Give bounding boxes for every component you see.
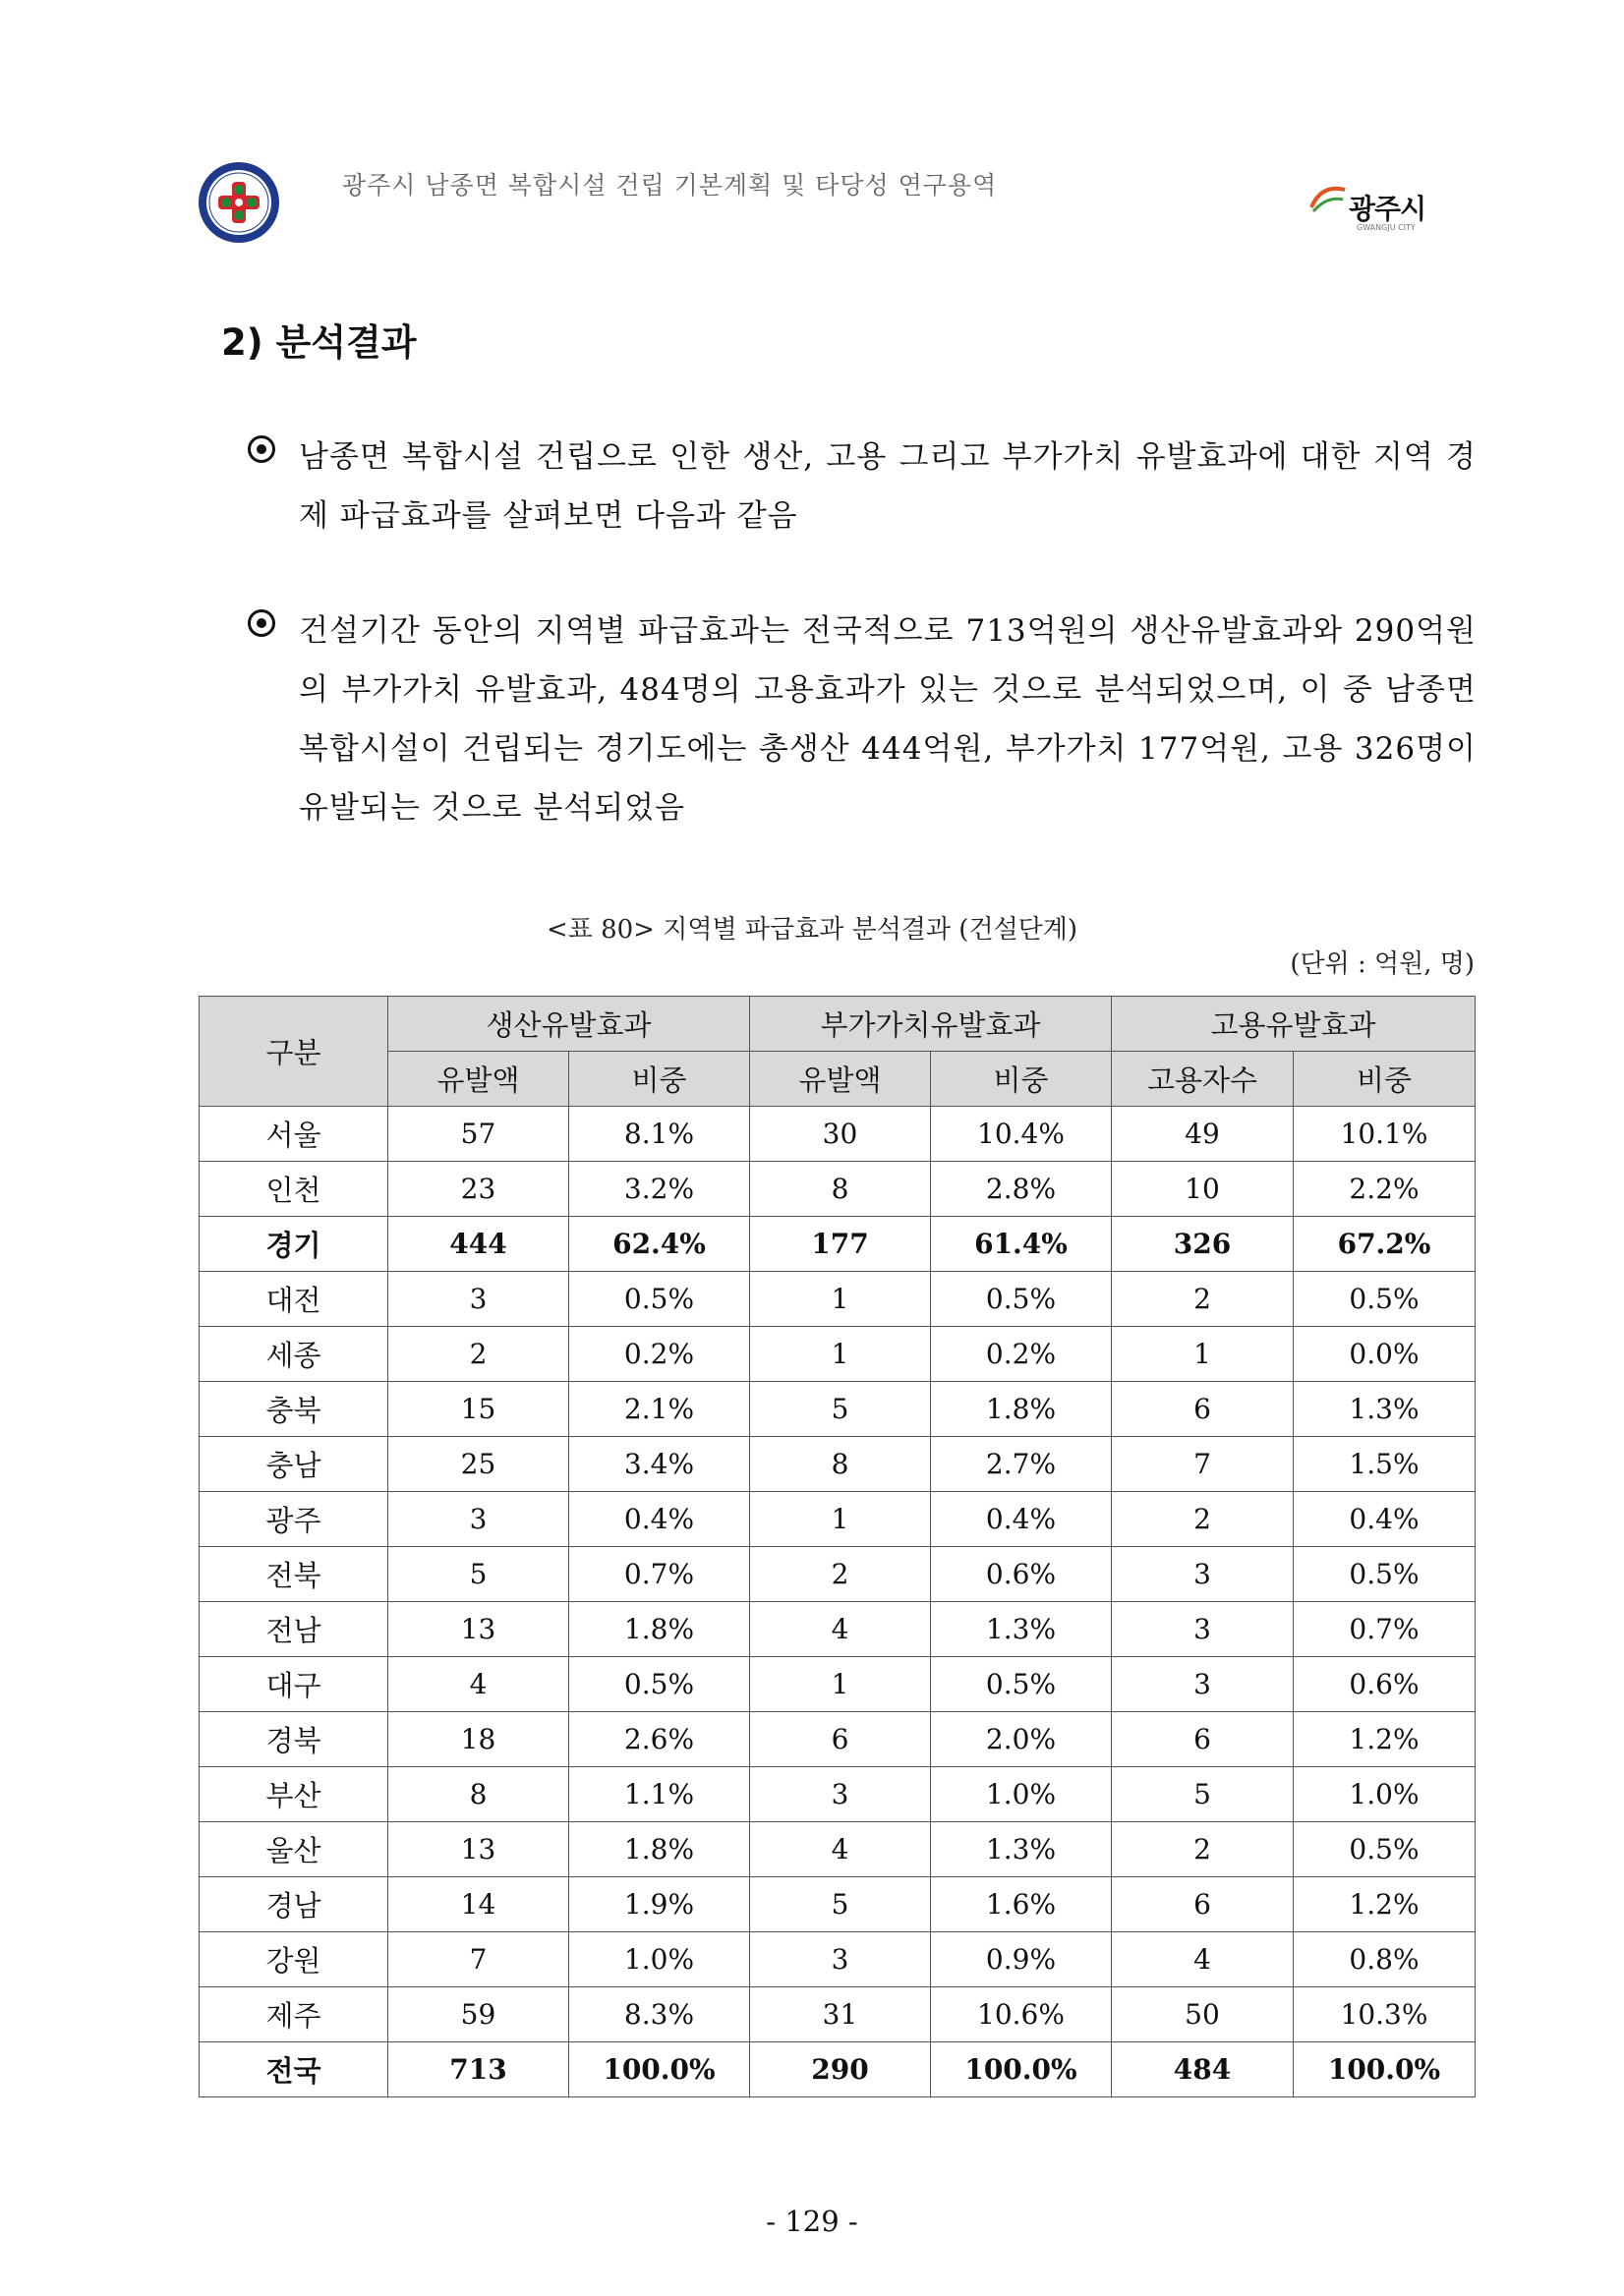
value-cell: 1.0% xyxy=(569,1932,750,1987)
value-cell: 8.3% xyxy=(569,1987,750,2042)
value-cell: 3 xyxy=(1112,1547,1294,1602)
value-cell: 2.8% xyxy=(931,1162,1112,1217)
value-cell: 0.4% xyxy=(1294,1492,1476,1547)
logo-text: 광주시 xyxy=(1349,193,1426,225)
header-group-production: 생산유발효과 xyxy=(388,997,750,1052)
value-cell: 0.2% xyxy=(931,1327,1112,1382)
table-row xyxy=(200,2042,1476,2097)
bullet-icon xyxy=(248,609,275,637)
value-cell: 3 xyxy=(750,1767,931,1822)
value-cell: 0.0% xyxy=(1294,1327,1476,1382)
value-cell: 10.6% xyxy=(931,1987,1112,2042)
value-cell: 0.8% xyxy=(1294,1932,1476,1987)
value-cell: 0.5% xyxy=(1294,1547,1476,1602)
value-cell: 30 xyxy=(750,1107,931,1162)
table-body xyxy=(200,1107,1476,2097)
value-cell: 2.2% xyxy=(1294,1162,1476,1217)
value-cell: 1.6% xyxy=(931,1877,1112,1932)
value-cell: 484 xyxy=(1112,2042,1294,2097)
table-row xyxy=(200,1932,1476,1987)
value-cell: 1.2% xyxy=(1294,1877,1476,1932)
value-cell: 3 xyxy=(388,1272,569,1327)
region-cell: 경북 xyxy=(200,1712,388,1767)
value-cell: 6 xyxy=(1112,1877,1294,1932)
value-cell: 1.3% xyxy=(931,1822,1112,1877)
value-cell: 100.0% xyxy=(569,2042,750,2097)
table-row xyxy=(200,1162,1476,1217)
table-row xyxy=(200,1107,1476,1162)
table-row xyxy=(200,1712,1476,1767)
header-region: 구분 xyxy=(200,997,388,1107)
value-cell: 7 xyxy=(1112,1437,1294,1492)
region-cell: 인천 xyxy=(200,1162,388,1217)
document-title: 광주시 남종면 복합시설 건립 기본계획 및 타당성 연구용역 xyxy=(342,171,998,200)
value-cell: 2.1% xyxy=(569,1382,750,1437)
value-cell: 5 xyxy=(388,1547,569,1602)
value-cell: 290 xyxy=(750,2042,931,2097)
region-cell: 충남 xyxy=(200,1437,388,1492)
value-cell: 1.3% xyxy=(931,1602,1112,1657)
section-title: 2) 분석결과 xyxy=(221,321,417,364)
value-cell: 8 xyxy=(388,1767,569,1822)
value-cell: 0.5% xyxy=(569,1657,750,1712)
region-cell: 부산 xyxy=(200,1767,388,1822)
value-cell: 13 xyxy=(388,1602,569,1657)
value-cell: 13 xyxy=(388,1822,569,1877)
value-cell: 15 xyxy=(388,1382,569,1437)
region-cell: 경남 xyxy=(200,1877,388,1932)
table-row xyxy=(200,1602,1476,1657)
value-cell: 62.4% xyxy=(569,1217,750,1272)
value-cell: 100.0% xyxy=(1294,2042,1476,2097)
page-header xyxy=(197,152,1445,251)
value-cell: 0.9% xyxy=(931,1932,1112,1987)
bullet-icon xyxy=(248,435,275,463)
subheader: 유발액 xyxy=(388,1052,569,1107)
value-cell: 444 xyxy=(388,1217,569,1272)
value-cell: 23 xyxy=(388,1162,569,1217)
region-cell: 강원 xyxy=(200,1932,388,1987)
value-cell: 1.2% xyxy=(1294,1712,1476,1767)
city-seal-icon xyxy=(197,160,281,245)
header-group-value-added: 부가가치유발효과 xyxy=(750,997,1112,1052)
value-cell: 18 xyxy=(388,1712,569,1767)
value-cell: 4 xyxy=(388,1657,569,1712)
value-cell: 1.8% xyxy=(569,1822,750,1877)
value-cell: 59 xyxy=(388,1987,569,2042)
value-cell: 0.7% xyxy=(569,1547,750,1602)
value-cell: 2.6% xyxy=(569,1712,750,1767)
value-cell: 0.6% xyxy=(1294,1657,1476,1712)
region-cell: 충북 xyxy=(200,1382,388,1437)
value-cell: 326 xyxy=(1112,1217,1294,1272)
region-cell: 전남 xyxy=(200,1602,388,1657)
value-cell: 1.3% xyxy=(1294,1382,1476,1437)
page-number: - 129 - xyxy=(766,2205,858,2238)
subheader: 비중 xyxy=(569,1052,750,1107)
gwangju-logo xyxy=(1307,174,1445,233)
subheader: 유발액 xyxy=(750,1052,931,1107)
value-cell: 14 xyxy=(388,1877,569,1932)
value-cell: 1.9% xyxy=(569,1877,750,1932)
value-cell: 3.2% xyxy=(569,1162,750,1217)
value-cell: 10.3% xyxy=(1294,1987,1476,2042)
region-cell: 제주 xyxy=(200,1987,388,2042)
value-cell: 4 xyxy=(1112,1932,1294,1987)
value-cell: 100.0% xyxy=(931,2042,1112,2097)
value-cell: 8 xyxy=(750,1437,931,1492)
value-cell: 0.5% xyxy=(931,1657,1112,1712)
region-cell: 광주 xyxy=(200,1492,388,1547)
value-cell: 4 xyxy=(750,1602,931,1657)
value-cell: 10.1% xyxy=(1294,1107,1476,1162)
table-row xyxy=(200,1877,1476,1932)
value-cell: 0.5% xyxy=(569,1272,750,1327)
region-cell: 울산 xyxy=(200,1822,388,1877)
value-cell: 0.4% xyxy=(931,1492,1112,1547)
table-row xyxy=(200,1547,1476,1602)
table-row xyxy=(200,1822,1476,1877)
value-cell: 25 xyxy=(388,1437,569,1492)
subheader: 비중 xyxy=(1294,1052,1476,1107)
value-cell: 8.1% xyxy=(569,1107,750,1162)
table-row xyxy=(200,1217,1476,1272)
value-cell: 57 xyxy=(388,1107,569,1162)
table-row xyxy=(200,1382,1476,1437)
value-cell: 1.8% xyxy=(931,1382,1112,1437)
region-cell: 세종 xyxy=(200,1327,388,1382)
value-cell: 67.2% xyxy=(1294,1217,1476,1272)
value-cell: 5 xyxy=(750,1877,931,1932)
region-cell: 경기 xyxy=(200,1217,388,1272)
value-cell: 1.5% xyxy=(1294,1437,1476,1492)
value-cell: 3 xyxy=(1112,1602,1294,1657)
logo-mark-icon xyxy=(1307,178,1349,217)
value-cell: 1 xyxy=(750,1492,931,1547)
table-row xyxy=(200,1657,1476,1712)
value-cell: 1 xyxy=(750,1657,931,1712)
logo-subtext: GWANGJU CITY xyxy=(1357,223,1416,232)
value-cell: 50 xyxy=(1112,1987,1294,2042)
value-cell: 8 xyxy=(750,1162,931,1217)
table-row xyxy=(200,1437,1476,1492)
value-cell: 0.5% xyxy=(931,1272,1112,1327)
table-row xyxy=(200,1272,1476,1327)
value-cell: 713 xyxy=(388,2042,569,2097)
value-cell: 2.0% xyxy=(931,1712,1112,1767)
value-cell: 2 xyxy=(1112,1492,1294,1547)
value-cell: 1.0% xyxy=(931,1767,1112,1822)
value-cell: 1 xyxy=(1112,1327,1294,1382)
region-cell: 전북 xyxy=(200,1547,388,1602)
value-cell: 7 xyxy=(388,1932,569,1987)
table-row xyxy=(200,1987,1476,2042)
value-cell: 0.4% xyxy=(569,1492,750,1547)
value-cell: 0.7% xyxy=(1294,1602,1476,1657)
value-cell: 5 xyxy=(750,1382,931,1437)
value-cell: 2 xyxy=(750,1547,931,1602)
value-cell: 3.4% xyxy=(569,1437,750,1492)
regional-impact-table xyxy=(199,996,1476,2097)
region-cell: 전국 xyxy=(200,2042,388,2097)
value-cell: 4 xyxy=(750,1822,931,1877)
value-cell: 61.4% xyxy=(931,1217,1112,1272)
value-cell: 2 xyxy=(388,1327,569,1382)
value-cell: 10 xyxy=(1112,1162,1294,1217)
value-cell: 10.4% xyxy=(931,1107,1112,1162)
bullet-paragraph xyxy=(248,602,1477,837)
value-cell: 3 xyxy=(750,1932,931,1987)
value-cell: 0.5% xyxy=(1294,1272,1476,1327)
value-cell: 0.2% xyxy=(569,1327,750,1382)
table-row xyxy=(200,1327,1476,1382)
value-cell: 0.5% xyxy=(1294,1822,1476,1877)
value-cell: 1 xyxy=(750,1327,931,1382)
value-cell: 3 xyxy=(1112,1657,1294,1712)
value-cell: 3 xyxy=(388,1492,569,1547)
paragraph-text: 건설기간 동안의 지역별 파급효과는 전국적으로 713억원의 생산유발효과와 290억원의 부가가치 유발효과, 484명의 고용효과가 있는 것으로 분석되었으며, 이 중 남종면 복합시설이 건립되는 경기도에는 총생산 444억원, 부가가치 177억원, 고용 326명이 유발되는 것으로 분석되었음 xyxy=(299,613,1477,826)
value-cell: 1 xyxy=(750,1272,931,1327)
value-cell: 6 xyxy=(750,1712,931,1767)
value-cell: 2.7% xyxy=(931,1437,1112,1492)
value-cell: 2 xyxy=(1112,1272,1294,1327)
subheader: 고용자수 xyxy=(1112,1052,1294,1107)
paragraph-text: 남종면 복합시설 건립으로 인한 생산, 고용 그리고 부가가치 유발효과에 대한 지역 경제 파급효과를 살펴보면 다음과 같음 xyxy=(299,439,1477,534)
bullet-paragraph xyxy=(248,428,1477,545)
table-caption: <표 80> 지역별 파급효과 분석결과 (건설단계) xyxy=(546,915,1078,945)
region-cell: 대구 xyxy=(200,1657,388,1712)
value-cell: 1.8% xyxy=(569,1602,750,1657)
table-row xyxy=(200,1492,1476,1547)
region-cell: 대전 xyxy=(200,1272,388,1327)
value-cell: 49 xyxy=(1112,1107,1294,1162)
value-cell: 6 xyxy=(1112,1712,1294,1767)
region-cell: 서울 xyxy=(200,1107,388,1162)
value-cell: 177 xyxy=(750,1217,931,1272)
value-cell: 2 xyxy=(1112,1822,1294,1877)
table-unit: (단위 : 억원, 명) xyxy=(1290,949,1475,979)
header-group-employment: 고용유발효과 xyxy=(1112,997,1476,1052)
value-cell: 0.6% xyxy=(931,1547,1112,1602)
value-cell: 1.1% xyxy=(569,1767,750,1822)
value-cell: 31 xyxy=(750,1987,931,2042)
value-cell: 5 xyxy=(1112,1767,1294,1822)
value-cell: 1.0% xyxy=(1294,1767,1476,1822)
table-row xyxy=(200,1767,1476,1822)
value-cell: 6 xyxy=(1112,1382,1294,1437)
subheader: 비중 xyxy=(931,1052,1112,1107)
